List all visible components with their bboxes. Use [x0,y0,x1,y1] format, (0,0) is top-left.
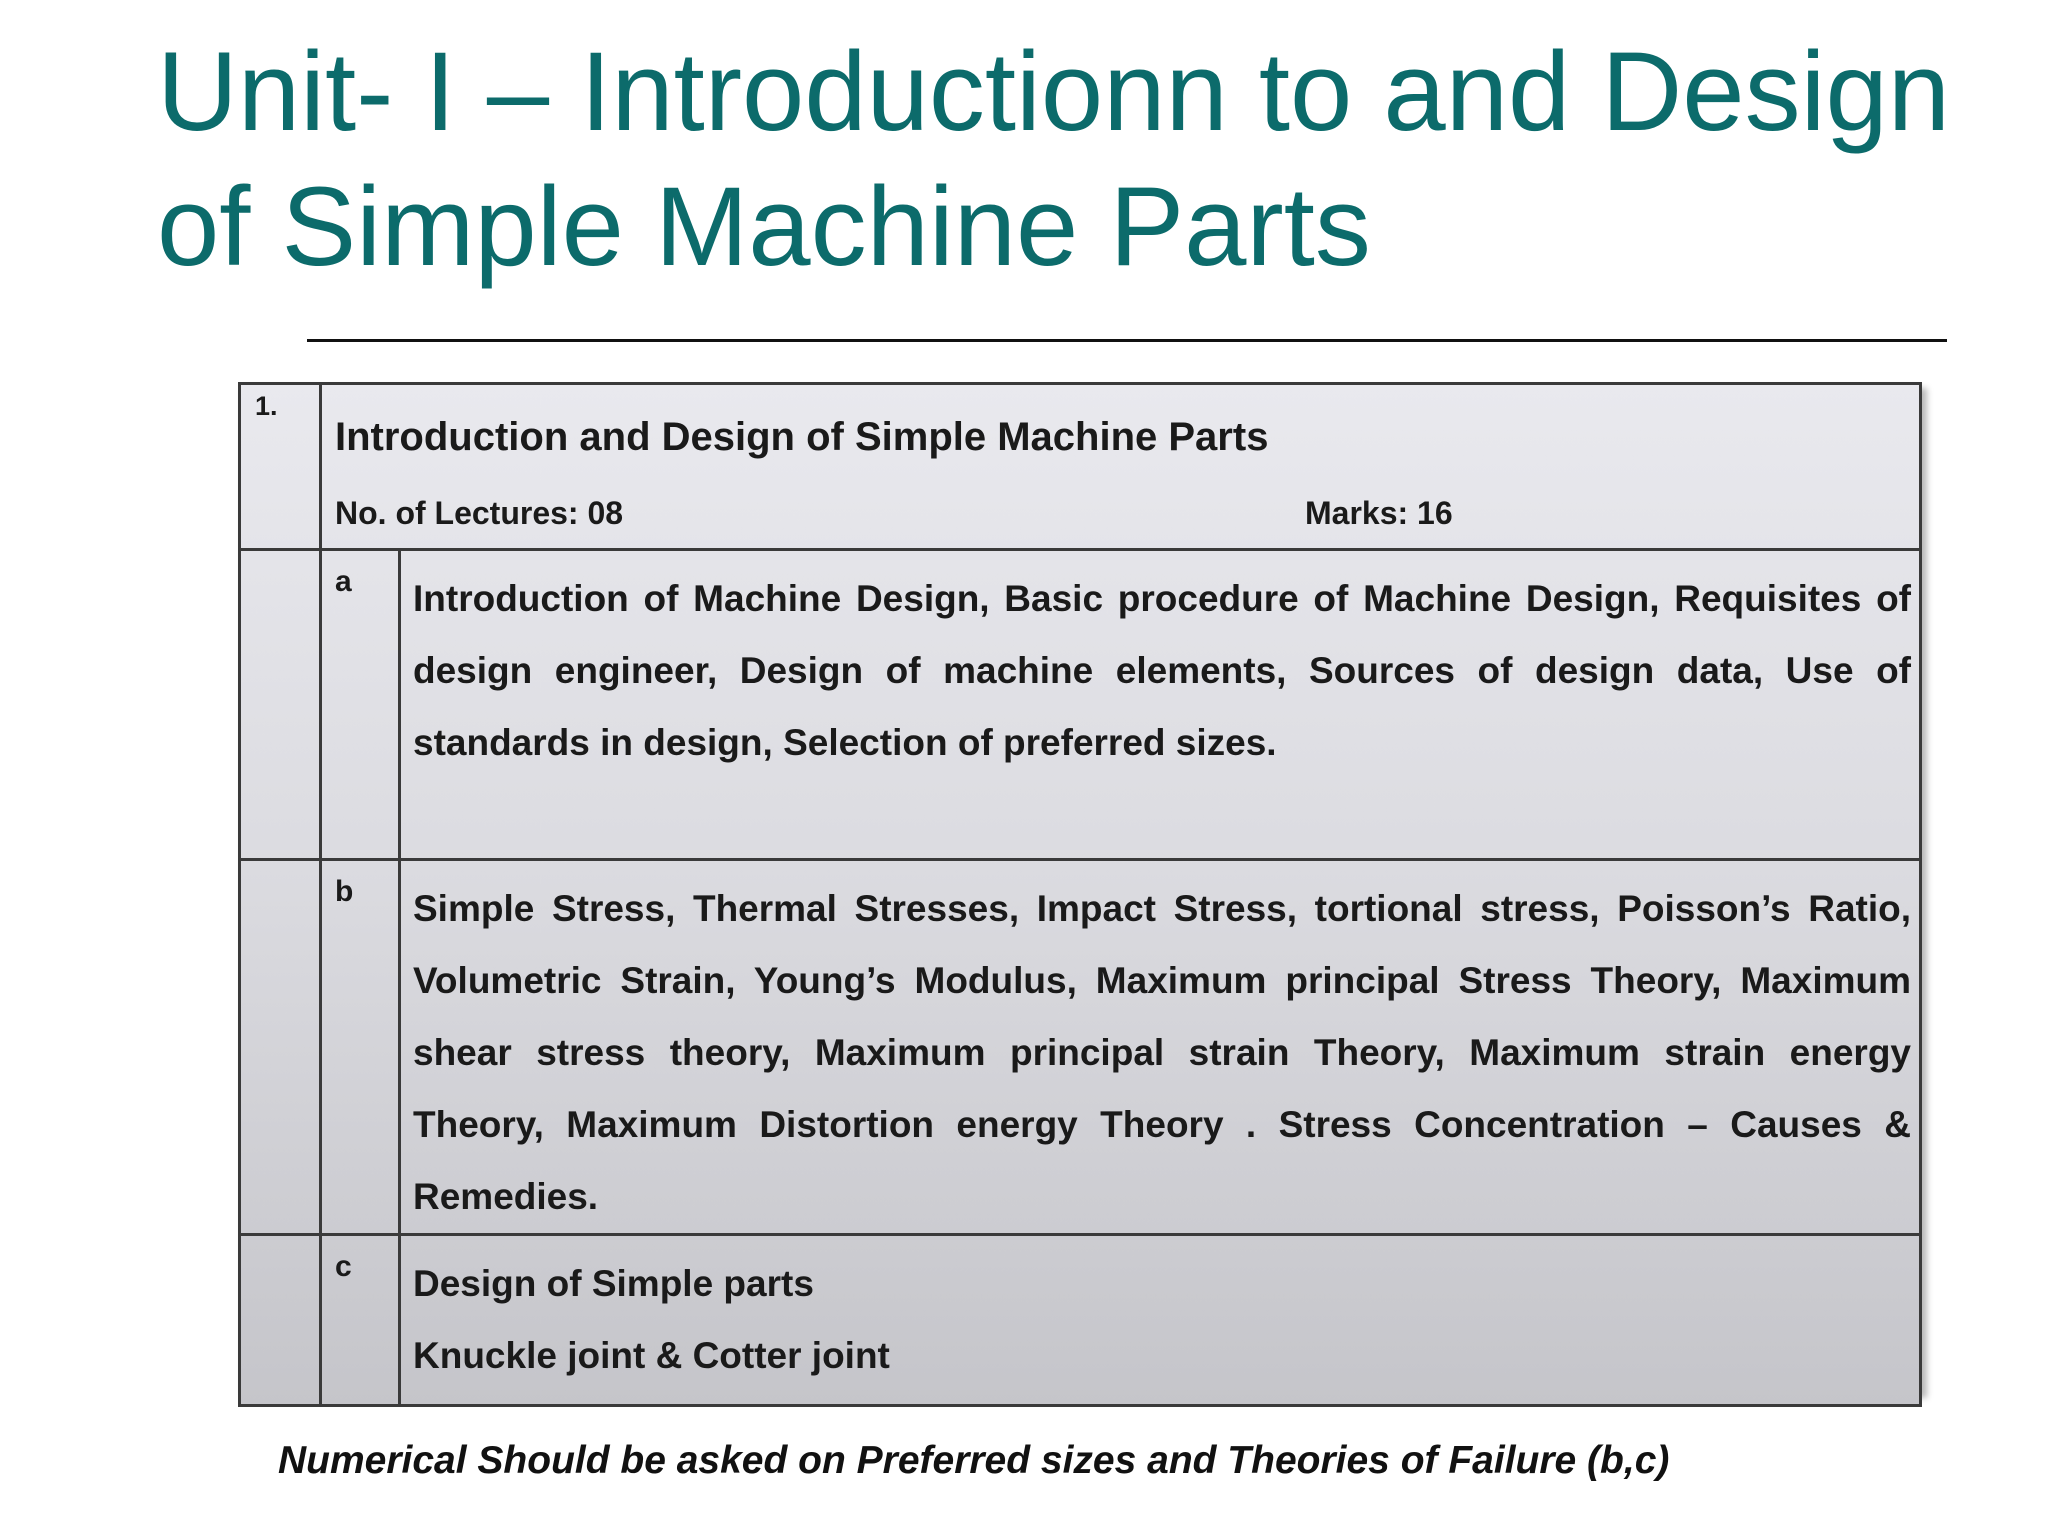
row-description-line-1: Design of Simple parts [413,1263,814,1304]
blank-cell [240,550,321,860]
slide-title-line-2: of Simple Machine Parts [157,164,1371,289]
table-row [240,860,1921,1235]
title-divider [307,339,1947,342]
unit-number: 1. [240,384,321,550]
syllabus-table-container [238,382,1922,1392]
row-letter: c [321,1235,400,1406]
blank-cell [240,1235,321,1406]
table-row [240,550,1921,860]
row-description: Introduction of Machine Design, Basic procedure of Machine Design, Requisites of design engineer, Design of machine elements, Sources of design data, Use of standards in design, Selection of preferred sizes. [400,550,1921,860]
blank-cell [240,860,321,1235]
slide-title-line-1: Unit- I – Introductionn to and Design [157,29,1951,154]
unit-header-cell [321,384,1921,550]
unit-meta [335,493,1899,533]
table-row [240,1235,1921,1406]
syllabus-table [238,382,1922,1407]
row-letter: b [321,860,400,1235]
row-letter: a [321,550,400,860]
table-row-unit-header [240,384,1921,550]
footnote: Numerical Should be asked on Preferred sizes and Theories of Failure (b,c) [278,1439,1670,1482]
row-description-line-2: Knuckle joint & Cotter joint [413,1335,890,1376]
lectures-count: No. of Lectures: 08 [335,495,624,531]
slide-title [157,24,2017,294]
row-description: Simple Stress, Thermal Stresses, Impact Stress, tortional stress, Poisson’s Ratio, Volumetric Strain, Young’s Modulus, Maximum principal Stress Theory, Maximum shear stress theory, Maximum principal strain Theory, Maximum strain energy Theory, Maximum Distortion energy Theory . Stress Concentration – Causes & Remedies. [400,860,1921,1235]
unit-title: Introduction and Design of Simple Machine Parts [335,415,1269,459]
marks-count: Marks: 16 [1305,495,1453,531]
row-description [400,1235,1921,1406]
